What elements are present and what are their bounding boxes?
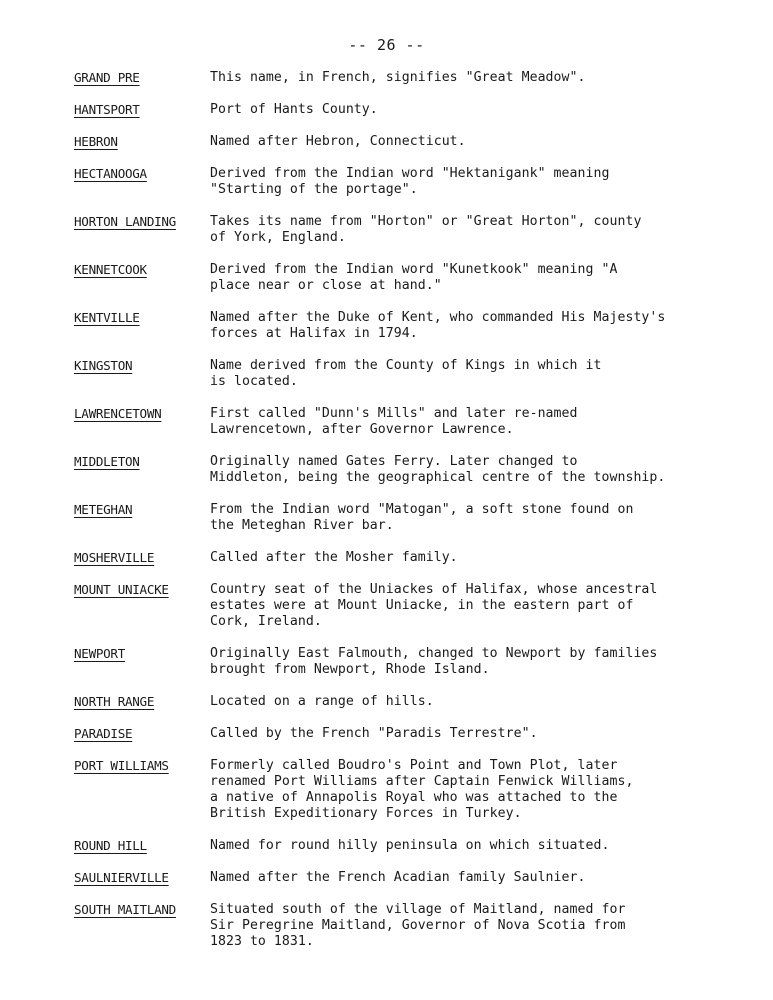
place-name: KINGSTON (74, 358, 133, 373)
entry-hantsport (74, 102, 714, 118)
place-name: MOUNT UNIACKE (74, 582, 169, 597)
place-name: SAULNIERVILLE (74, 870, 169, 885)
entry-kennetcook (74, 262, 714, 294)
place-name-list (74, 70, 714, 966)
place-description: Called by the French "Paradis Terrestre". (210, 726, 538, 741)
place-description: Formerly called Boudro's Point and Town Plot, later renamed Port Williams after Captain Fenwick Williams, a native of Annapolis Royal who was attached to the British Expeditionary Forces in Turkey. (210, 758, 634, 821)
entry-middleton (74, 454, 714, 486)
place-name: PORT WILLIAMS (74, 758, 169, 773)
entry-port-williams (74, 758, 714, 822)
place-description: First called "Dunn's Mills" and later re-named Lawrencetown, after Governor Lawrence. (210, 406, 578, 437)
entry-newport (74, 646, 714, 678)
entry-paradise (74, 726, 714, 742)
entry-lawrencetown (74, 406, 714, 438)
place-name: ROUND HILL (74, 838, 147, 853)
place-name: LAWRENCETOWN (74, 406, 162, 421)
place-description: Originally East Falmouth, changed to Newport by families brought from Newport, Rhode Island. (210, 646, 658, 677)
place-description: Derived from the Indian word "Kunetkook" meaning "A place near or close at hand." (210, 262, 618, 293)
place-name: HEBRON (74, 134, 118, 149)
entry-grand-pre (74, 70, 714, 86)
place-name: PARADISE (74, 726, 133, 741)
place-description: Called after the Mosher family. (210, 550, 458, 565)
place-name: HANTSPORT (74, 102, 140, 117)
entry-saulnierville (74, 870, 714, 886)
entry-hebron (74, 134, 714, 150)
place-description: Named after the Duke of Kent, who commanded His Majesty's forces at Halifax in 1794. (210, 310, 666, 341)
place-description: This name, in French, signifies "Great Meadow". (210, 70, 586, 85)
place-name: NEWPORT (74, 646, 125, 661)
place-description: Takes its name from "Horton" or "Great Horton", county of York, England. (210, 214, 642, 245)
place-description: Situated south of the village of Maitland, named for Sir Peregrine Maitland, Governor of Nova Scotia from 1823 to 1831. (210, 902, 626, 949)
place-description: Name derived from the County of Kings in which it is located. (210, 358, 602, 389)
place-description: Originally named Gates Ferry. Later changed to Middleton, being the geographical centre of the township. (210, 454, 666, 485)
place-description: Named after the French Acadian family Saulnier. (210, 870, 586, 885)
place-name: HECTANOOGA (74, 166, 147, 181)
place-description: Located on a range of hills. (210, 694, 434, 709)
entry-mount-uniacke (74, 582, 714, 630)
place-description: Country seat of the Uniackes of Halifax, whose ancestral estates were at Mount Uniacke, in the eastern part of Cork, Ireland. (210, 582, 658, 629)
place-name: KENTVILLE (74, 310, 140, 325)
entry-kingston (74, 358, 714, 390)
place-name: MOSHERVILLE (74, 550, 155, 565)
place-description: Named for round hilly peninsula on which situated. (210, 838, 610, 853)
place-description: Named after Hebron, Connecticut. (210, 134, 466, 149)
place-description: Port of Hants County. (210, 102, 378, 117)
entry-meteghan (74, 502, 714, 534)
entry-north-range (74, 694, 714, 710)
page-number: -- 26 -- (348, 36, 425, 54)
entry-south-maitland (74, 902, 714, 950)
entry-kentville (74, 310, 714, 342)
entry-hectanooga (74, 166, 714, 198)
entry-mosherville (74, 550, 714, 566)
place-name: MIDDLETON (74, 454, 140, 469)
place-description: From the Indian word "Matogan", a soft stone found on the Meteghan River bar. (210, 502, 634, 533)
place-name: NORTH RANGE (74, 694, 155, 709)
place-name: KENNETCOOK (74, 262, 147, 277)
place-name: SOUTH MAITLAND (74, 902, 176, 917)
place-name: HORTON LANDING (74, 214, 176, 229)
place-description: Derived from the Indian word "Hektanigank" meaning "Starting of the portage". (210, 166, 610, 197)
entry-round-hill (74, 838, 714, 854)
entry-horton-landing (74, 214, 714, 246)
place-name: METEGHAN (74, 502, 133, 517)
place-name: GRAND PRE (74, 70, 140, 85)
